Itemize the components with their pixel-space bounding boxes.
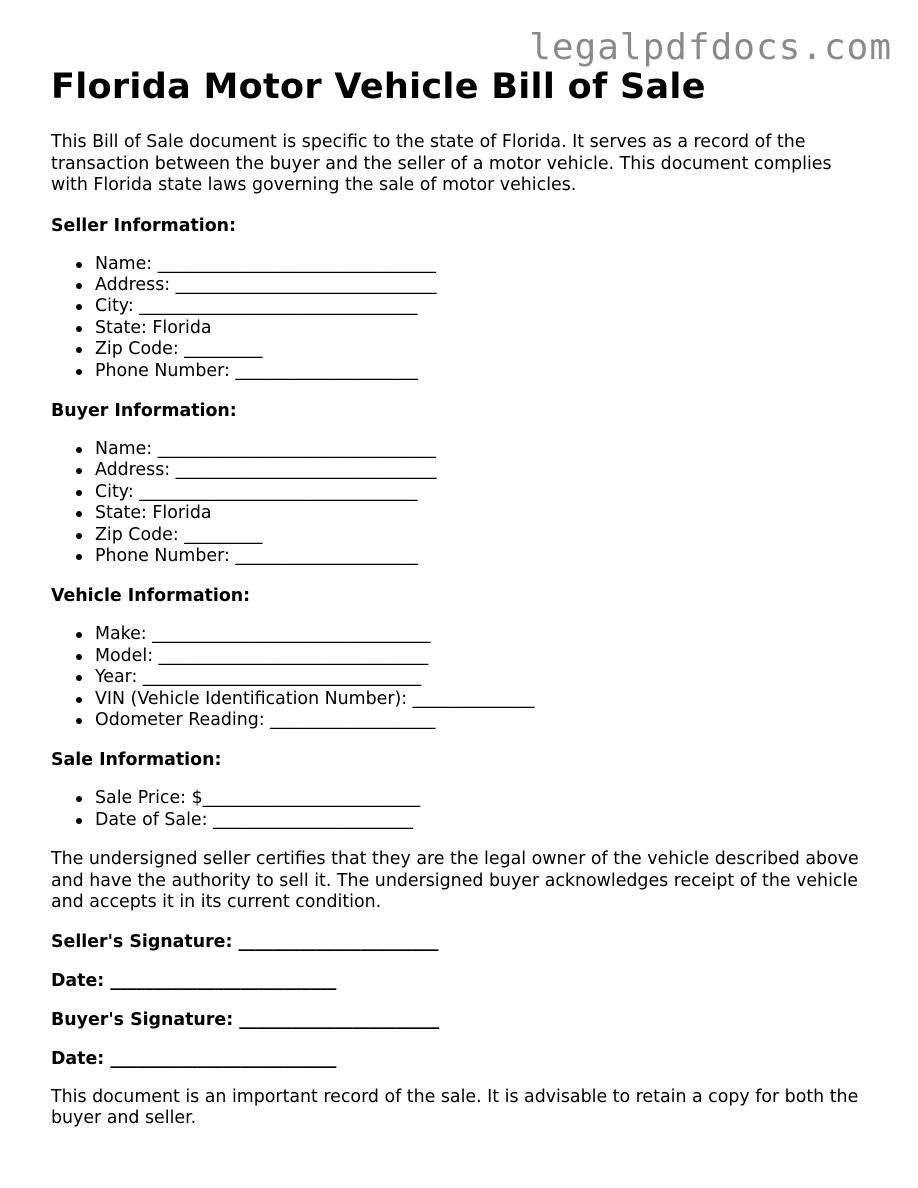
intro-paragraph: This Bill of Sale document is specific to the state of Florida. It serves as a record of the transaction between the buyer and the seller of a motor vehicle. This document complies with Florida state laws governing the sale of motor vehicles. [51,132,832,195]
seller-name-field: Name: ________________________________ [95,254,871,275]
seller-signature-line: Seller's Signature: _______________________ [51,931,439,952]
watermark: legalpdfdocs.com [529,27,892,68]
sale-heading: Sale Information: [51,750,222,771]
sale-date-field: Date of Sale: _______________________ [95,810,871,831]
buyer-heading: Buyer Information: [51,400,237,421]
seller-list [51,254,871,382]
buyer-signature-line: Buyer's Signature: _______________________ [51,1009,440,1030]
seller-address-field: Address: ______________________________ [95,275,871,296]
buyer-zip-field: Zip Code: _________ [95,525,871,546]
buyer-name-field: Name: ________________________________ [95,439,871,460]
sale-list [51,788,871,831]
seller-city-field: City: ________________________________ [95,296,871,317]
buyer-phone-field: Phone Number: _____________________ [95,546,871,567]
vehicle-odometer-field: Odometer Reading: ___________________ [95,710,871,731]
vehicle-vin-field: VIN (Vehicle Identification Number): ______________ [95,689,871,710]
page-title: Florida Motor Vehicle Bill of Sale [51,67,706,107]
seller-zip-field: Zip Code: _________ [95,339,871,360]
vehicle-year-field: Year: ________________________________ [95,667,871,688]
vehicle-make-field: Make: ________________________________ [95,624,871,645]
document-page [51,64,871,1130]
seller-phone-field: Phone Number: _____________________ [95,361,871,382]
seller-state-field: State: Florida [95,318,871,339]
sale-price-field: Sale Price: $_________________________ [95,788,871,809]
certification-paragraph: The undersigned seller certifies that they are the legal owner of the vehicle described above and have the authority to sell it. The undersigned buyer acknowledges receipt of the vehicle and accepts it in its current condition. [51,849,859,913]
vehicle-model-field: Model: _______________________________ [95,646,871,667]
buyer-city-field: City: ________________________________ [95,482,871,503]
vehicle-heading: Vehicle Information: [51,586,251,607]
seller-date-line: Date: __________________________ [51,970,337,991]
buyer-state-field: State: Florida [95,503,871,524]
seller-heading: Seller Information: [51,215,237,236]
buyer-date-line: Date: __________________________ [51,1048,337,1069]
buyer-address-field: Address: ______________________________ [95,460,871,481]
buyer-list [51,439,871,567]
vehicle-list [51,624,871,731]
closing-paragraph: This document is an important record of the sale. It is advisable to retain a copy for both the buyer and seller. [51,1086,859,1129]
